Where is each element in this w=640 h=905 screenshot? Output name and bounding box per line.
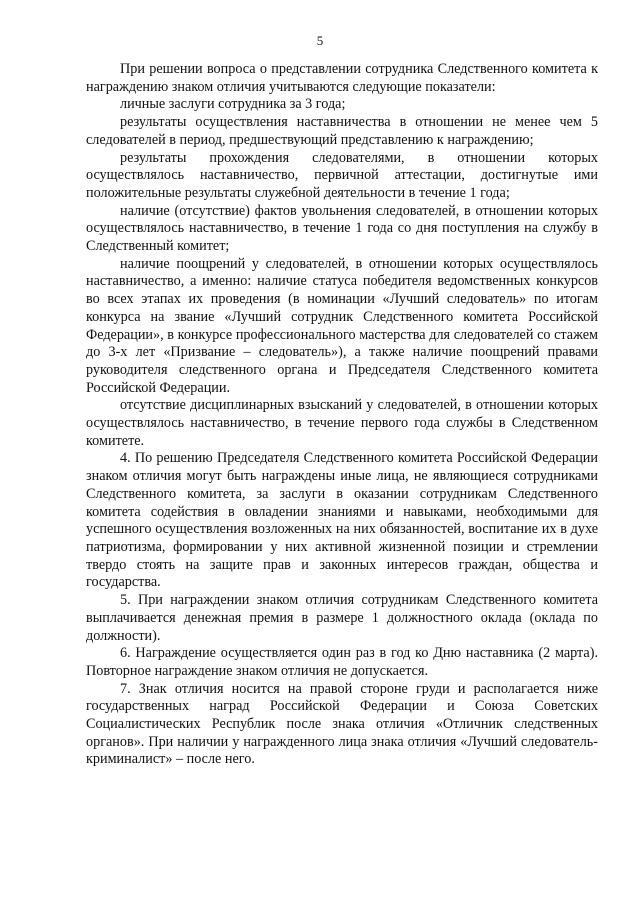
paragraph: личные заслуги сотрудника за 3 года;	[120, 96, 346, 113]
paragraph: 4. По решению Председателя Следственного комитета Российской Федерации знаком отличия могут быть награждены иные лица, не являющиеся сотрудниками Следственного комитета, за заслуги в оказании сотрудникам Следственного комитета содействия в овладении знаниями и навыками, необходимыми для успешного осуществления возложенных на них обязанностей, воспитание их в духе патриотизма, формировании у них активной жизненной позиции и стремлении твердо стоять на защите прав и законных интересов граждан, общества и государства.	[86, 450, 598, 591]
paragraph: 7. Знак отличия носится на правой стороне груди и располагается ниже государственных наград Российской Федерации и Союза Советских Социалистических Республик после знака отличия «Отличник следственных органов». При наличии у награжденного лица знака отличия «Лучший следователь-криминалист» – после него.	[86, 680, 598, 768]
paragraph: результаты осуществления наставничества в отношении не менее чем 5 следователей в период, предшествующий представлению к награждению;	[86, 114, 598, 148]
document-body	[86, 61, 598, 769]
paragraph: наличие (отсутствие) фактов увольнения следователей, в отношении которых осуществлялось наставничество, в течение 1 года со дня поступления на службу в Следственный комитет;	[86, 202, 598, 255]
paragraph: наличие поощрений у следователей, в отношении которых осуществлялось наставничество, а именно: наличие статуса победителя ведомственных конкурсов во всех этапах их проведения (в номинации «Лучший следователь» по итогам конкурса на звание «Лучший сотрудник Следственного комитета Российской Федерации», в конкурсе профессионального мастерства для следователей со стажем до 3-х лет «Призвание – следователь»), а также наличие поощрений правами руководителя следственного органа и Председателя Следственного комитета Российской Федерации.	[86, 255, 598, 396]
paragraph: При решении вопроса о представлении сотрудника Следственного комитета к награждению знаком отличия учитываются следующие показатели:	[86, 61, 598, 95]
paragraph: 6. Награждение осуществляется один раз в год ко Дню наставника (2 марта). Повторное награждение знаком отличия не допускается.	[86, 645, 598, 679]
paragraph: 5. При награждении знаком отличия сотрудникам Следственного комитета выплачивается денежная премия в размере 1 должностного оклада (оклада по должности).	[86, 592, 598, 644]
paragraph: результаты прохождения следователями, в отношении которых осуществлялось наставничество, первичной аттестации, достигнутые ими положительные результаты служебной деятельности в течение 1 года;	[86, 149, 598, 201]
paragraph: отсутствие дисциплинарных взысканий у следователей, в отношении которых осуществлялось наставничество, в течение первого года службы в Следственном комитете.	[86, 397, 598, 449]
page-number: 5	[316, 33, 324, 48]
